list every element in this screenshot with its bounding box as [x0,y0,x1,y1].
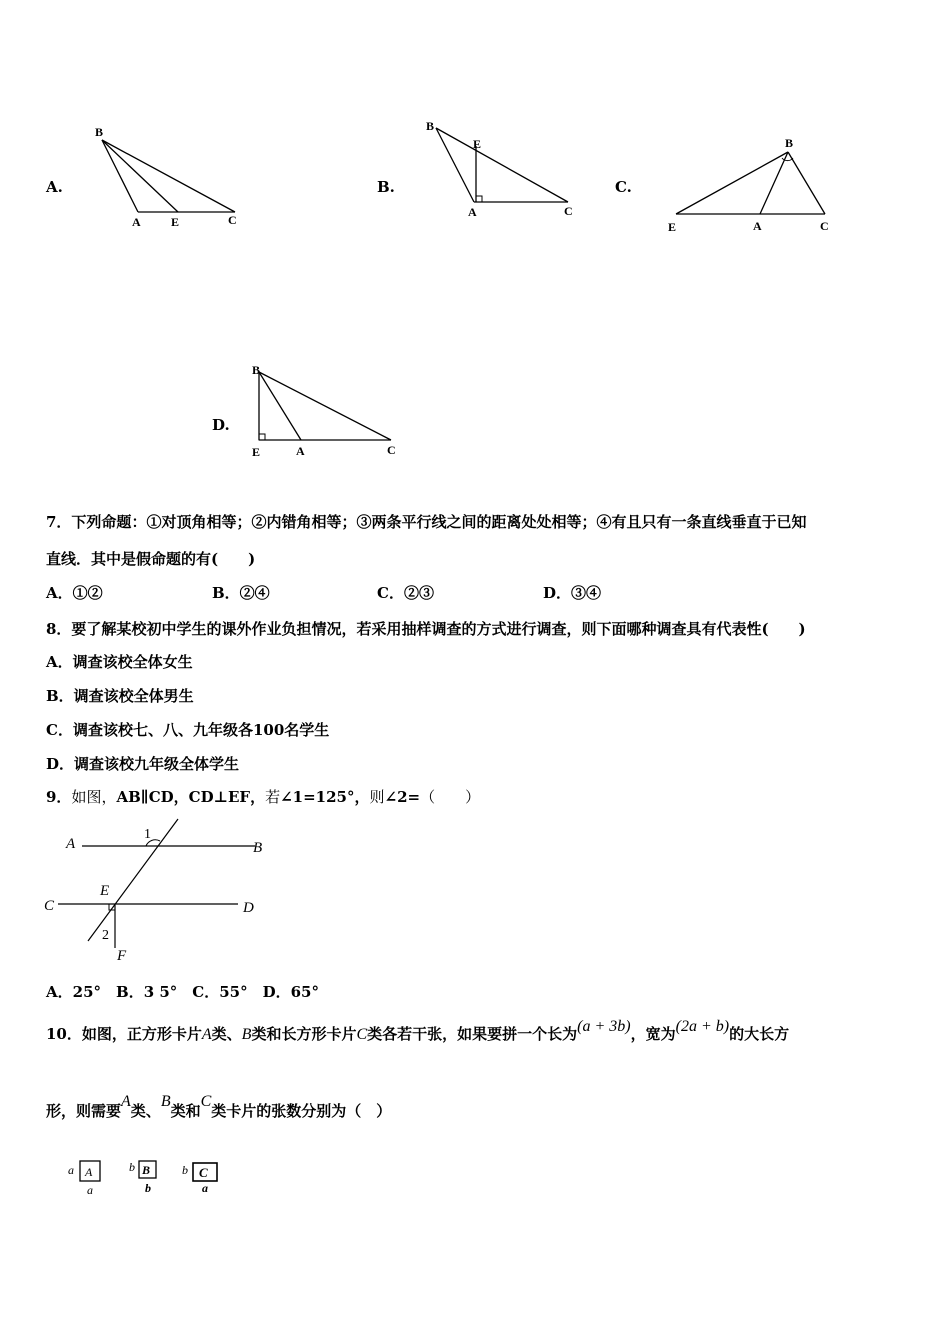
q9-cond2: ∠1=125°， [280,788,370,806]
q10-length-expr: (a + 3b) [577,1018,631,1035]
q9-point-d: D [243,900,254,916]
q9-mid: 若 [265,788,281,806]
fig-d-point-e: E [252,445,261,459]
card-b-label: B [142,1163,151,1177]
q9-stem [46,786,480,807]
q6-figure-a [90,120,250,235]
q10-width-expr: (2a + b) [675,1018,730,1035]
q10-s4: 类各若干张，如果要拼一个长为 [367,1025,578,1043]
q9-point-c: C [44,898,55,914]
fig-d-point-b: B [252,363,261,377]
q9-point-f: F [117,948,127,964]
q10-var-c2: C [200,1093,212,1110]
q10-var-c: C [356,1026,368,1043]
q10-s7: 形，则需要 [46,1102,122,1120]
q6-option-a-label: A. [46,178,63,196]
fig-c-point-c: C [820,219,829,233]
q9-angle-2: 2 [102,928,109,943]
fig-a-point-c: C [228,213,237,227]
q7-stem-line2: 直线．其中是假命题的有( ) [46,550,256,568]
q7-option-b: B．②④ [212,584,270,602]
q10-s5: ，宽为 [630,1025,676,1043]
q10-var-b2: B [160,1093,171,1110]
q10-s9: 类和 [170,1102,201,1120]
card-c-side: b [182,1163,188,1177]
fig-c-point-e: E [668,220,677,234]
q9-figure [40,815,280,970]
q8-option-d: D．调查该校九年级全体学生 [46,755,240,773]
q8-stem: 8．要了解某校初中学生的课外作业负担情况，若采用抽样调查的方式进行调查，则下面哪种调查具有代表性( ) [46,620,806,638]
q9-point-a: A [66,836,76,852]
q9-options: A．25° B．3 5° C．55° D．65° [46,983,319,1001]
card-b-side: b [129,1160,135,1174]
card-a-side: a [68,1163,74,1177]
q10-stem-line1 [46,1018,790,1044]
card-c-bottom: a [202,1181,208,1195]
q10-var-b: B [241,1026,252,1043]
card-a-bottom: a [87,1183,93,1197]
q10-s2: 类、 [211,1025,242,1043]
q10-stem-line2 [46,1093,392,1121]
q9-mid2: 则 [369,788,385,806]
q7-option-a: A．①② [46,584,103,602]
q10-var-a: A [201,1026,212,1043]
fig-b-point-e: E [473,137,482,151]
card-c-label: C [199,1165,208,1180]
q6-option-b-label: B. [377,178,395,196]
fig-b-point-b: B [426,119,435,133]
q10-s3: 类和长方形卡片 [251,1025,357,1043]
q9-point-b: B [253,840,263,856]
q10-s1: 10．如图，正方形卡片 [46,1025,202,1043]
q9-number: 9． [46,788,72,806]
fig-d-point-c: C [387,443,396,457]
q6-figure-d [245,358,415,466]
q9-point-e: E [100,883,110,899]
q9-tail: （ ） [420,788,481,806]
q8-option-b: B．调查该校全体男生 [46,687,194,705]
q6-figure-c [660,130,840,238]
q7-stem-line1: 7．下列命题：①对顶角相等；②内错角相等；③两条平行线之间的距离处处相等；④有且只有一条直线垂直于已知 [46,513,807,531]
q6-option-c-label: C. [615,178,632,196]
card-a-label: A [85,1165,93,1179]
card-b-bottom: b [145,1181,151,1195]
q9-angle-1: 1 [144,827,151,842]
q7-option-d: D．③④ [543,584,602,602]
q9-cond1: AB∥CD，CD⊥EF， [116,788,266,806]
q8-option-a: A．调查该校全体女生 [46,653,193,671]
fig-d-point-a: A [296,444,305,458]
q9-pre: 如图， [71,788,117,806]
fig-a-point-e: E [171,215,180,229]
q6-figure-b [420,112,590,224]
q10-cards-figure [62,1152,242,1202]
q10-var-a2: A [121,1093,131,1110]
q9-cond3: ∠2= [384,788,421,806]
fig-a-point-b: B [95,125,104,139]
q6-option-d-label: D. [212,416,230,434]
fig-b-point-a: A [468,205,477,219]
fig-a-point-a: A [132,215,141,229]
q7-option-c: C．②③ [377,584,434,602]
q10-s6: 的大长方 [729,1025,790,1043]
q10-s8: 类、 [130,1102,161,1120]
fig-b-point-c: C [564,204,573,218]
q10-s10: 类卡片的张数分别为（ ） [211,1102,392,1120]
q8-option-c: C．调查该校七、八、九年级各100名学生 [46,721,330,739]
fig-c-point-b: B [785,136,794,150]
fig-c-point-a: A [753,219,762,233]
